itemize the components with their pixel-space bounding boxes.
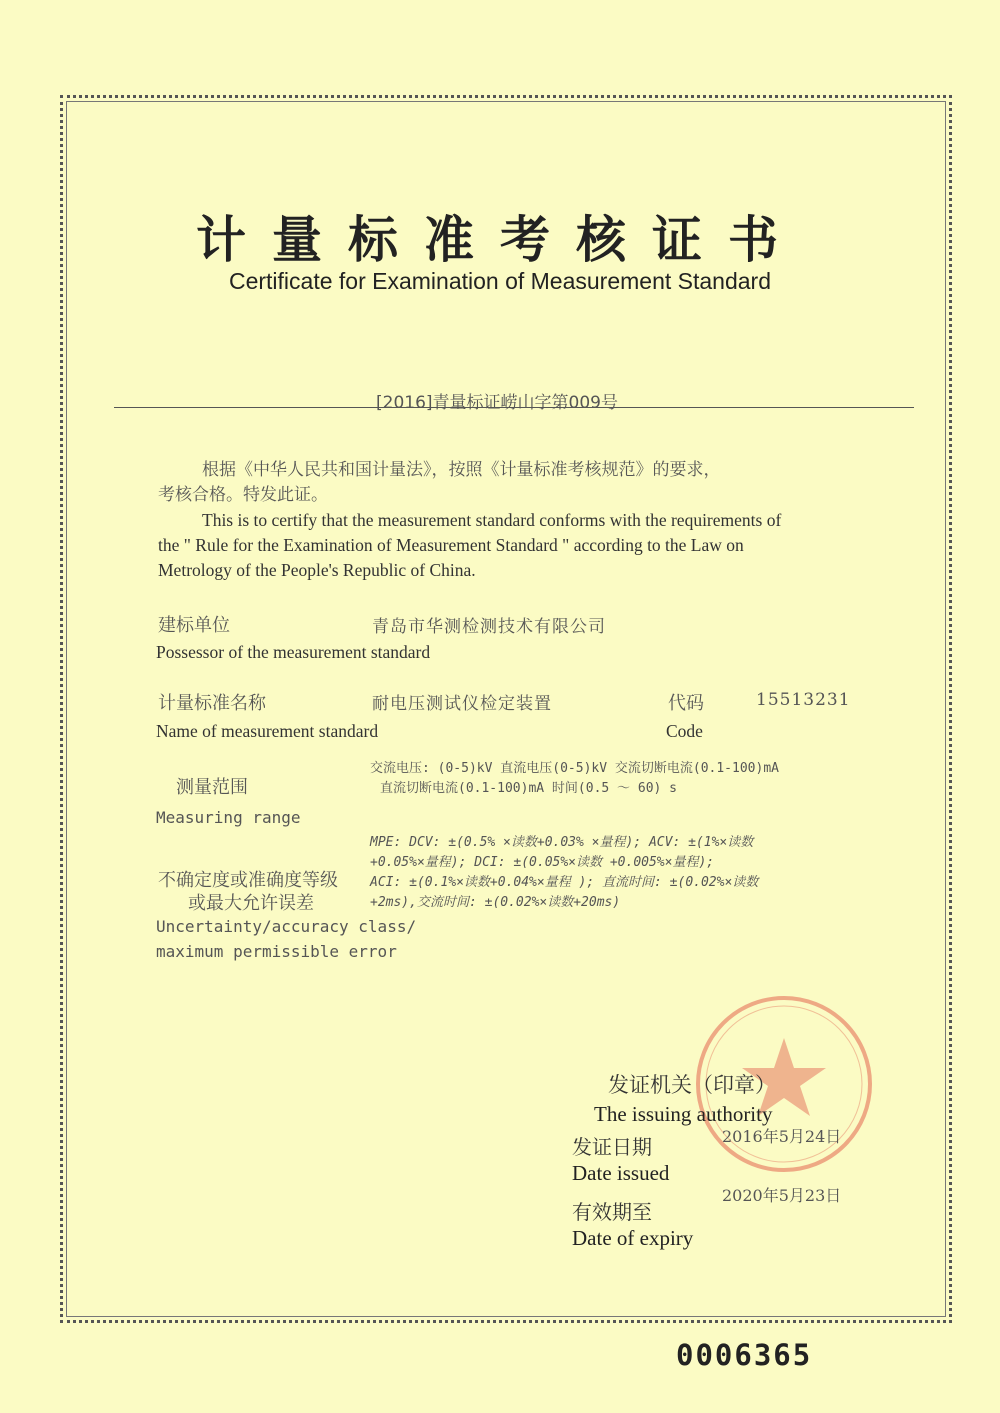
title-english: Certificate for Examination of Measurement Standard xyxy=(228,268,772,294)
date-issued-label-en: Date issued xyxy=(572,1161,670,1185)
expiry-label-en: Date of expiry xyxy=(572,1226,694,1250)
measuring-range-line1: 交流电压: (0-5)kV 直流电压(0-5)kV 交流切断电流(0.1-100)mA xyxy=(370,761,779,776)
standard-name-value: 耐电压测试仪检定装置 xyxy=(372,694,552,714)
uncertainty-line3: ACI: ±(0.1%×读数+0.04%×量程 ); 直流时间: ±(0.02%×读数 xyxy=(370,875,759,890)
date-issued-label-cn: 发证日期 xyxy=(572,1135,652,1159)
title-chinese: 计量标准考核证书 xyxy=(196,210,804,269)
certificate-number: [2016]青量标证崂山字第009号 xyxy=(376,393,618,413)
uncertainty-label-en-1: Uncertainty/accuracy class/ xyxy=(156,917,417,936)
body-cn-line1: 根据《中华人民共和国计量法》，按照《计量标准考核规范》的要求， xyxy=(202,460,721,480)
expiry-label-cn: 有效期至 xyxy=(572,1200,652,1224)
measuring-range-label-en: Measuring range xyxy=(156,808,301,827)
body-text-chinese xyxy=(158,458,870,508)
code-value: 15513231 xyxy=(756,690,851,710)
uncertainty-line4: +2ms),交流时间: ±(0.02%×读数+20ms) xyxy=(370,895,621,910)
body-en-line1: This is to certify that the measurement standard conforms with the requirements of xyxy=(202,510,782,530)
date-issued-value: 2016年5月24日 xyxy=(722,1127,842,1146)
measuring-range-line2: 直流切断电流(0.1-100)mA 时间(0.5 ～ 60) s xyxy=(380,781,678,796)
body-cn-line2: 考核合格。特发此证。 xyxy=(158,485,328,505)
measuring-range-label-cn: 测量范围 xyxy=(176,777,248,798)
body-en-line2: the " Rule for the Examination of Measurement Standard " according to the Law on xyxy=(158,535,744,555)
issuing-authority-cn: 发证机关（印章） xyxy=(608,1073,776,1097)
standard-name-label-en: Name of measurement standard xyxy=(156,721,379,741)
issuing-authority-en: The issuing authority xyxy=(594,1102,773,1126)
body-text-english xyxy=(158,508,870,583)
uncertainty-label-en-2: maximum permissible error xyxy=(156,942,397,961)
possessor-label-en: Possessor of the measurement standard xyxy=(156,642,431,662)
serial-number: 0006365 xyxy=(676,1338,813,1372)
code-label-en: Code xyxy=(666,721,703,741)
code-label-cn: 代码 xyxy=(668,693,704,714)
divider-line xyxy=(114,407,914,408)
uncertainty-line1: MPE: DCV: ±(0.5% ×读数+0.03% ×量程); ACV: ±(1%×读数 xyxy=(370,835,754,850)
possessor-value: 青岛市华测检测技术有限公司 xyxy=(372,617,606,637)
expiry-date-value: 2020年5月23日 xyxy=(722,1186,842,1205)
uncertainty-label-cn-2: 或最大允许误差 xyxy=(188,893,314,914)
standard-name-label-cn: 计量标准名称 xyxy=(158,693,266,714)
uncertainty-label-cn-1: 不确定度或准确度等级 xyxy=(158,870,338,891)
body-en-line3: Metrology of the People's Republic of China. xyxy=(158,560,476,580)
uncertainty-line2: +0.05%×量程); DCI: ±(0.05%×读数 +0.005%×量程); xyxy=(370,855,715,870)
possessor-label-cn: 建标单位 xyxy=(158,615,230,636)
